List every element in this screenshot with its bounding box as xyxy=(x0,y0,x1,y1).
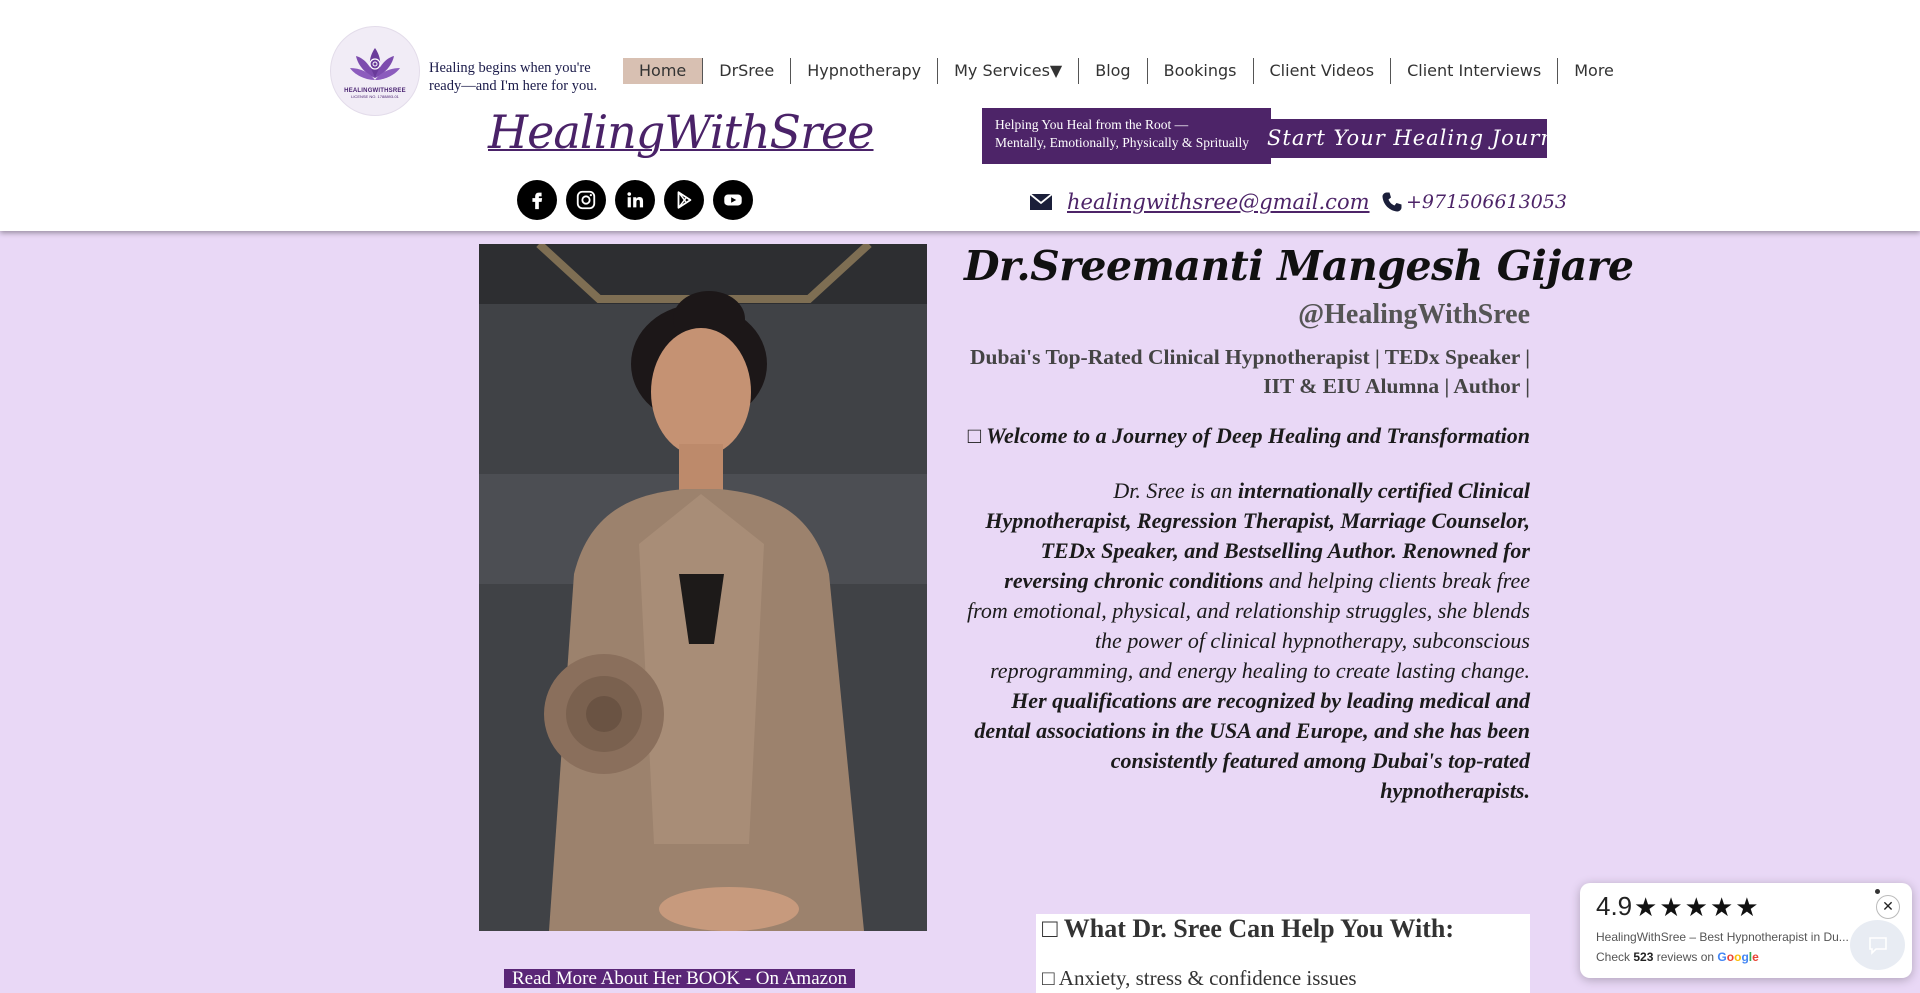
nav-item-client-videos[interactable]: Client Videos xyxy=(1253,58,1391,84)
phone-icon xyxy=(1380,190,1404,214)
star-icon: ★ xyxy=(1735,893,1759,923)
profile-name: Dr.Sreemanti Mangesh Gijare xyxy=(964,242,1634,290)
main-nav xyxy=(623,58,1630,84)
logo-wordmark: HEALINGWITHSREE xyxy=(344,87,406,94)
profile-titles xyxy=(964,343,1530,401)
review-rating: 4.9 xyxy=(1596,891,1633,921)
portrait-photo xyxy=(479,244,927,931)
hero-section xyxy=(0,231,1920,993)
star-icon: ★ xyxy=(1659,893,1683,923)
help-box xyxy=(1036,914,1530,993)
star-icon: ★ xyxy=(1684,893,1708,923)
review-check-prefix: Check xyxy=(1596,950,1634,964)
qualifications-paragraph: Her qualifications are recognized by leading medical and dental associations in the USA and Europe, and she has been consistently featured among Dubai's top-rated hypnotherapists. xyxy=(974,688,1530,803)
email-link[interactable]: healingwithsree@gmail.com xyxy=(1067,190,1370,214)
titles-line-2: IIT & EIU Alumna | Author | xyxy=(1263,374,1530,398)
promo-box xyxy=(982,108,1271,164)
phone-contact[interactable] xyxy=(1380,190,1567,214)
instagram-icon[interactable] xyxy=(566,180,606,220)
star-icon: ★ xyxy=(1634,893,1658,923)
bio-paragraph xyxy=(964,476,1530,686)
header-tagline: Healing begins when you're ready—and I'm here for you. xyxy=(429,60,598,94)
nav-item-client-interviews[interactable]: Client Interviews xyxy=(1390,58,1557,84)
read-book-button[interactable]: Read More About Her BOOK - On Amazon xyxy=(504,969,855,988)
mail-icon xyxy=(1029,193,1053,211)
start-journey-button[interactable]: Start Your Healing Journey xyxy=(1267,119,1547,158)
profile-handle: @HealingWithSree xyxy=(1298,299,1530,330)
linkedin-icon[interactable] xyxy=(615,180,655,220)
nav-item-drsree[interactable]: DrSree xyxy=(702,58,790,84)
email-contact[interactable] xyxy=(1029,190,1370,214)
nav-item-hypnotherapy[interactable]: Hypnotherapy xyxy=(790,58,937,84)
help-list-item: □ Anxiety, stress & confidence issues xyxy=(1042,966,1357,990)
google-play-icon[interactable] xyxy=(664,180,704,220)
review-stars xyxy=(1634,893,1759,923)
nav-item-my-services[interactable]: My Services▼ xyxy=(937,58,1078,84)
nav-item-blog[interactable]: Blog xyxy=(1078,58,1146,84)
review-check-line[interactable] xyxy=(1596,950,1759,964)
review-business-name: HealingWithSree – Best Hypnotherapist in Du... xyxy=(1596,930,1849,944)
bio-intro: Dr. Sree is an xyxy=(1113,478,1238,503)
site-header xyxy=(0,0,1920,231)
promo-line-2: Mentally, Emotionally, Physically & Spritually xyxy=(995,135,1249,150)
google-logo: Google xyxy=(1717,950,1759,964)
nav-item-bookings[interactable]: Bookings xyxy=(1147,58,1253,84)
site-logo[interactable] xyxy=(330,26,420,116)
bio-credentials: internationally certified Clinical Hypnotherapist, Regression Therapist, Marriage Counselor, TEDx Speaker, and Bestselling Author. Renowned for reversing chronic conditions xyxy=(985,478,1530,593)
chat-icon xyxy=(1866,933,1890,957)
brand-title[interactable]: HealingWithSree xyxy=(488,105,874,159)
phone-link[interactable]: +971506613053 xyxy=(1406,191,1567,213)
review-check-suffix: reviews on xyxy=(1653,950,1718,964)
facebook-icon[interactable] xyxy=(517,180,557,220)
welcome-heading: □ Welcome to a Journey of Deep Healing and Transformation xyxy=(967,423,1530,448)
nav-item-home[interactable]: Home xyxy=(623,58,702,84)
chat-button[interactable] xyxy=(1850,920,1905,970)
promo-line-1: Helping You Heal from the Root — xyxy=(995,117,1189,132)
close-icon[interactable]: ✕ xyxy=(1876,895,1900,919)
bio-description: and helping clients break free from emotional, physical, and relationship struggles, she blends the power of clinical hypnotherapy, subconscious reprogramming, and energy healing to create lasting change. xyxy=(966,568,1530,683)
lotus-icon xyxy=(348,44,402,86)
titles-line-1: Dubai's Top-Rated Clinical Hypnotherapist | TEDx Speaker | xyxy=(969,345,1530,369)
logo-subtext: LICENSE NO. 1788893-01 xyxy=(351,93,399,99)
star-icon: ★ xyxy=(1709,893,1734,923)
social-links xyxy=(517,180,753,220)
bio-section xyxy=(964,239,1634,806)
review-count: 523 xyxy=(1633,950,1654,964)
notification-dot xyxy=(1875,889,1880,894)
help-heading: □ What Dr. Sree Can Help You With: xyxy=(1042,914,1455,943)
nav-item-more[interactable]: More xyxy=(1557,58,1630,84)
youtube-icon[interactable] xyxy=(713,180,753,220)
